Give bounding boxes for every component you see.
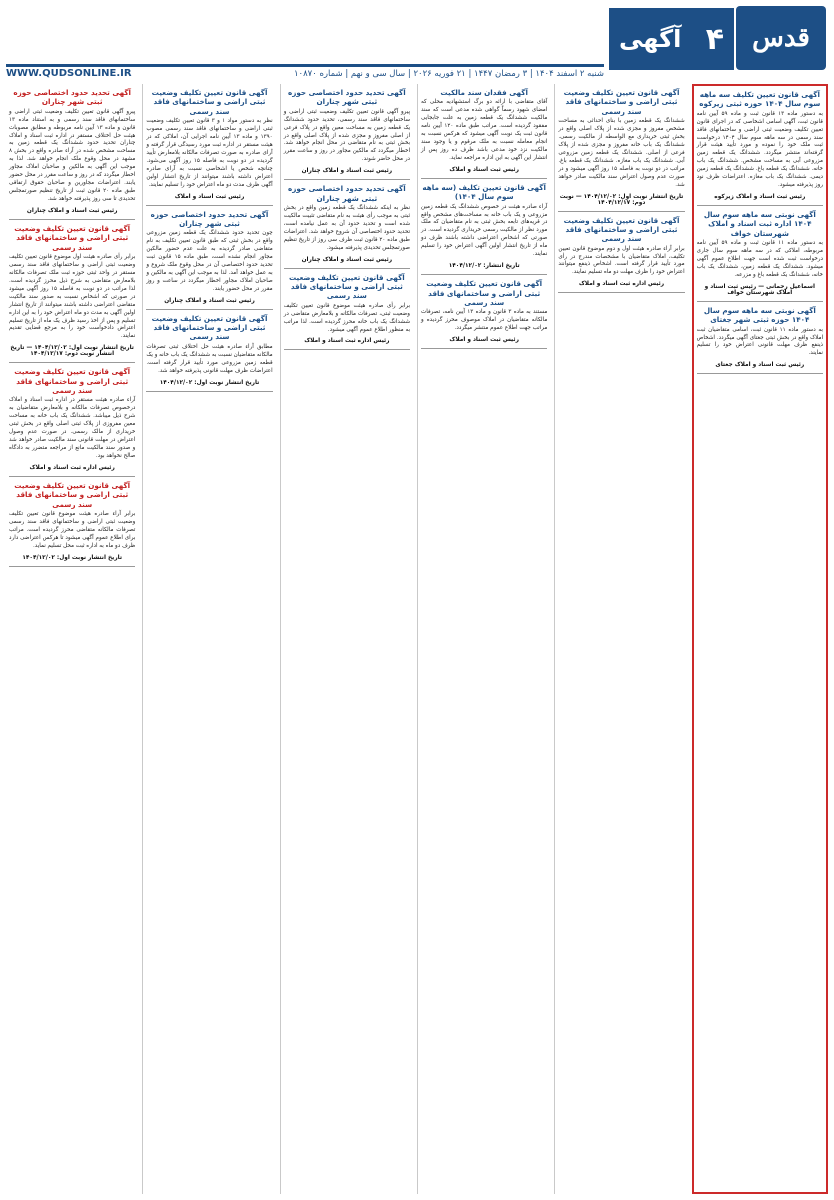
ad-signature: رئیس ثبت اسناد و املاک [174, 193, 245, 200]
ad-divider [284, 179, 410, 180]
section-number: ۴ [705, 21, 724, 57]
ad-body: ششدانگ یک قطعه زمین با بنای احداثی به مساحت مشخص مفروز و مجزی شده از پلاک اصلی واقع در بخش ثبتی خریداری مع الواسطه از مالکیت رسمی. ششدانگ یک باب خانه مفروز و مجزی شده از پلاک فرعی از اصلی. ششدانگ یک قطعه زمین مزروعی آبی. ششدانگ یک باب مغازه. ششدانگ یک قطعه باغ. مراتب در دو نوبت به فاصله ۱۵ روز آگهی میشود و در صورت عدم وصول اعتراض سند مالکیت صادر خواهد شد. [558, 118, 685, 188]
dateline-bar [6, 68, 604, 79]
column-5 [142, 84, 275, 1194]
ad-signature: رئیس ثبت اسناد و املاک چناران [301, 168, 393, 175]
column-3 [417, 84, 550, 1194]
ad-signature: رئیس اداره ثبت اسناد و املاک [29, 464, 115, 471]
ad-body: برابر رأی صادره هیئت موضوع قانون تعیین تکلیف وضعیت ثبتی، تصرفات مالکانه و بلامعارض متقاضی در ششدانگ یک باب خانه محرز گردیده است. لذا مراتب به منظور اطلاع عموم آگهی میشود. [283, 302, 411, 333]
ad-body: نظر به اینکه ششدانگ یک قطعه زمین واقع در بخش ثبتی به موجب رأی هیئت به نام متقاضی تثبیت مالکیت شده است و تحدید حدود آن به عمل نیامده است، تحدید حدود اختصاصی آن شروع خواهد شد. اعتراضات طبق ماده ۲۰ قانون ثبت ظرف سی روز از تاریخ تنظیم صورتمجلس تحدیدی پذیرفته میشود. [283, 205, 411, 251]
ad-body: برابر رأی صادره هیئت اول موضوع قانون تعیین تکلیف وضعیت ثبتی اراضی و ساختمانهای فاقد سند رسمی مستقر در واحد ثبتی حوزه ثبت ملک تصرفات مالکانه بلامعارض متقاضی به شرح ذیل محرز گردیده است. لذا مراتب در دو نوبت به فاصله ۱۵ روز آگهی میشود در صورتی که اشخاص نسبت به صدور سند مالکیت متقاضی اعتراضی داشته باشند میتوانند از تاریخ انتشار اولین آگهی به مدت دو ماه اعتراض خود را به این اداره تسلیم و پس از اخذ رسید ظرف یک ماه از تاریخ تسلیم اعتراض دادخواست خود را به مرجع قضایی تقدیم نمایند. [9, 254, 136, 340]
ad-body: چون تحدید حدود ششدانگ یک قطعه زمین مزروعی واقع در بخش ثبتی که طبق قانون تعیین تکلیف به نام متقاضی صادر گردیده به علت عدم حضور مالکین مجاور انجام نشده است، طبق ماده ۱۵ قانون ثبت تحدید حدود اختصاصی آن در محل وقوع ملک شروع و به عمل خواهد آمد. لذا به موجب این آگهی به مالکین و صاحبان املاک مجاور اخطار میگردد در ساعت و روز مقرر در محل حضور یابند. [146, 230, 273, 292]
ad-title: آگهی قانون تعیین تکلیف وضعیت ثبتی اراضی و ساختمانهای فاقد سند رسمی [563, 88, 680, 116]
ad-signature: رئیس اداره ثبت اسناد و املاک [304, 338, 390, 345]
ad-divider [558, 211, 684, 212]
issue-dateline: شنبه ۲ اسفند ۱۴۰۴ | ۳ رمضان ۱۴۴۷ | ۲۱ فوریه ۲۰۲۶ | سال سی و نهم | شماره ۱۰۸۷۰ [293, 68, 604, 79]
ad-divider [146, 309, 272, 310]
ad-body: آراء صادره هیئت مستقر در اداره ثبت اسناد و املاک درخصوص تصرفات مالکانه و بلامعارض متقاضیان به شرح ذیل میباشد. ششدانگ یک باب خانه به مساحت معین مفروزی از پلاک ثبتی اصلی واقع در بخش ثبتی خریداری از مالک رسمی. در صورت عدم وصول اعتراض در مهلت قانونی سند مالکیت صادر خواهد شد و صدور سند مالکیت مانع از مراجعه متضرر به دادگاه صالح نخواهد بود. [9, 397, 136, 459]
ad-signature: تاریخ انتشار نوبت اول: ۱۴۰۴/۱۲/۰۲ — تاریخ انتشار نوبت دوم: ۱۴۰۴/۱۲/۱۷ [10, 345, 134, 358]
ad-body: به دستور ماده ۱۱ قانون ثبت، اسامی متقاضیان ثبت املاک واقع در بخش ثبتی جغتای آگهی میگردد. اشخاص ذینفع ظرف مهلت قانونی اعتراض خود را تسلیم نمایند. [696, 326, 823, 357]
ad-title: آگهی نوبتی سه ماهه سوم سال ۱۴۰۴ حوزه ثبتی شهر جغتای [703, 305, 816, 325]
ad-body: مطابق آراء صادره هیئت حل اختلاف ثبتی تصرفات مالکانه متقاضیان نسبت به ششدانگ یک باب خانه و یک قطعه زمین مزروعی مورد تأیید قرار گرفته است. اعتراضات ظرف مهلت قانونی پذیرفته خواهد شد. [146, 343, 273, 374]
ad-divider [146, 205, 272, 206]
ad-signature: تاریخ انتشار نوبت اول: ۱۴۰۴/۱۲/۰۲ — نوبت دوم: ۱۴۰۴/۱۲/۱۷ [559, 193, 684, 206]
section-header [609, 8, 734, 70]
ad-columns [6, 84, 828, 1194]
ad-title: آگهی تحدید حدود اختصاصی حوزه ثبتی شهر چناران [288, 88, 406, 107]
logo-text: قدس [752, 23, 810, 53]
ad-title: آگهی قانون تعیین تکلیف وضعیت ثبتی اراضی و ساختمانهای فاقد سند رسمی [14, 480, 131, 509]
ad-signature: رئیس ثبت اسناد و املاک جغتای [715, 362, 805, 369]
ad-title: آگهی تحدید حدود اختصاصی حوزه ثبتی شهر چناران [288, 184, 406, 203]
ad-divider [697, 373, 823, 374]
ad-title: آگهی قانون تعیین تکلیف وضعیت ثبتی اراضی و ساختمانهای فاقد سند رسمی [14, 367, 131, 396]
ad-title: آگهی تحدید حدود اختصاصی حوزه ثبتی شهر چناران [13, 88, 132, 107]
ad-body: مستند به ماده ۳ قانون و ماده ۱۳ آیین نامه، تصرفات مالکانه متقاضیان در املاک موصوف محرز گردیده و مراتب جهت اطلاع عموم منتشر میگردد. [421, 309, 548, 332]
ad-signature: تاریخ انتشار نوبت اول: ۱۴۰۴/۱۲/۰۲ [22, 554, 123, 561]
ad-divider [284, 268, 410, 269]
ad-divider [9, 362, 135, 363]
header-rule [6, 64, 604, 67]
ad-divider [558, 292, 684, 293]
ad-body: برابر آراء صادره هیئت اول و دوم موضوع قانون تعیین تکلیف، املاک متقاضیان با مشخصات مندرج در رأی مورد تأیید قرار گرفته است. اشخاص ذینفع میتوانند اعتراض خود را ظرف مهلت دو ماه تسلیم نمایند. [558, 245, 685, 276]
column-1 [692, 84, 828, 1194]
ad-body: آقای متقاضی با ارائه دو برگ استشهادیه محلی که امضای شهود رسماً گواهی شده مدعی است که سند مالکیت ششدانگ یک قطعه زمین به علت جابجایی مفقود گردیده است. مراتب طبق ماده ۱۲۰ آیین نامه قانون ثبت یک نوبت آگهی میشود که هرکس نسبت به انجام معامله نسبت به ملک مرقوم و یا وجود سند مالکیت نزد خود مدعی باشد ظرف ده روز پس از انتشار این آگهی به این اداره مراجعه نماید. [421, 99, 548, 161]
ad-divider [697, 301, 823, 302]
ad-signature: رئیس ثبت اسناد و املاک زیرکوه [714, 194, 806, 201]
ad-title: آگهی قانون تعیین تکلیف وضعیت ثبتی اراضی و ساختمانهای فاقد سند رسمی [288, 272, 405, 301]
ad-body: پیرو آگهی قانون تعیین تکلیف وضعیت ثبتی اراضی و ساختمانهای فاقد سند رسمی و به استناد ماده ۱۳ قانون و ماده ۱۳ آیین نامه مربوطه و مطابق مصوبات هیئت حل اختلاف مستقر در اداره ثبت اسناد و املاک چناران تحدید حدود ششدانگ یک قطعه زمین به مساحت مشخص شده در آراء صادره واقع در بخش ۸ مشهد در محل وقوع ملک انجام خواهد شد. لذا به موجب این آگهی به مالکین و صاحبان املاک مجاور اخطار میگردد که در روز و ساعت مقرر در محل حضور یابند. اعتراضات مجاورین و صاحبان حقوق ارتفاقی طبق ماده ۲۰ قانون ثبت از تاریخ تنظیم صورتمجلس تحدیدی تا سی روز پذیرفته خواهد شد. [9, 108, 136, 203]
ad-title: آگهی نوبتی سه ماهه سوم سال ۱۴۰۴ اداره ثبت اسناد و املاک شهرستان خواف [703, 210, 816, 238]
ad-title: آگهی قانون تعیین تکلیف (سه ماهه سوم سال ۱۴۰۴) [422, 182, 546, 202]
ad-signature: رئیس اداره ثبت اسناد و املاک [578, 281, 665, 288]
masthead [0, 0, 834, 82]
ad-body: به دستور ماده ۱۱ قانون ثبت و ماده ۵۹ آیین نامه مربوطه، املاکی که در سه ماهه سوم سال جاری درخواست ثبت شده است جهت اطلاع عموم آگهی میشود. ششدانگ یک قطعه زمین، ششدانگ یک باب خانه، ششدانگ یک قطعه باغ و مزرعه. [696, 240, 823, 278]
ad-divider [9, 476, 135, 477]
ad-divider [697, 205, 823, 206]
column-2 [554, 84, 687, 1194]
ad-title: آگهی قانون تعیین تکلیف وضعیت ثبتی اراضی و ساختمانهای فاقد سند رسمی [151, 88, 268, 116]
ad-signature: رئیس ثبت اسناد و املاک [449, 337, 519, 344]
ad-body: نظر به دستور مواد ۱ و ۳ قانون تعیین تکلیف وضعیت ثبتی اراضی و ساختمانهای فاقد سند رسمی مصوب ۱۳۹۰ و ماده ۱۳ آیین نامه اجرایی آن، املاکی که در هیئت مستقر در اداره ثبت مورد رسیدگی قرار گرفته و آرای صادره به صورت تصرفات مالکانه بلامعارض تأیید گردیده در دو نوبت به فاصله ۱۵ روز آگهی می‌شود. چنانچه شخص یا اشخاصی نسبت به آرای صادره اعتراض داشته باشند میتوانند از تاریخ انتشار اولین آگهی ظرف مدت دو ماه اعتراض خود را تسلیم نمایند. [146, 118, 273, 188]
ad-signature: رئیس ثبت اسناد و املاک چناران [164, 297, 255, 304]
website-link[interactable]: WWW.QUDSONLINE.IR [6, 68, 132, 79]
ad-body: پیرو آگهی قانون تعیین تکلیف وضعیت ثبتی اراضی و ساختمانهای فاقد سند رسمی، تحدید حدود ششدانگ یک قطعه زمین به مساحت معین واقع در پلاک فرعی از اصلی مفروز و مجزی شده از پلاک اصلی واقع در بخش ثبتی به نام متقاضی در محل انجام خواهد شد. اخطار میگردد که مالکین مجاور در روز و ساعت مقرر در محل حاضر شوند. [283, 108, 411, 163]
ad-divider [284, 349, 410, 350]
ad-divider [421, 274, 547, 275]
ad-divider [421, 348, 547, 349]
section-name: آگهی [619, 25, 682, 53]
ad-title: آگهی فقدان سند مالکیت [440, 88, 528, 97]
ad-title: آگهی قانون تعیین تکلیف وضعیت ثبتی اراضی و ساختمانهای فاقد سند رسمی [426, 279, 543, 307]
ad-signature: اسماعیل رحمانی — رئیس ثبت اسناد و املاک شهرستان خواف [704, 283, 815, 296]
ad-title: آگهی تحدید حدود اختصاصی حوزه ثبتی شهر چناران [150, 209, 269, 228]
ad-body: آراء صادره هیئت در خصوص ششدانگ یک قطعه زمین مزروعی و یک باب خانه به مساحت‌های مشخص واقع در قریه‌های تابعه بخش ثبتی به نام متقاضیان که ملک مورد نظر از مالکیت رسمی خریداری گردیده است. در صورتی که اشخاص اعتراضی داشته باشند ظرف دو ماه از تاریخ انتشار اولین آگهی اعتراض خود را تسلیم نمایند. [421, 203, 548, 258]
ad-body: به دستور ماده ۱۳ قانون ثبت و ماده ۵۹ آیین نامه قانون ثبت، آگهی اسامی اشخاصی که در اجرای قانون تعیین تکلیف وضعیت ثبتی اراضی و ساختمانهای فاقد سند رسمی در سه ماهه سوم سال ۱۴۰۴ درخواست ثبت ملک خود را نموده و مورد تأیید هیئت قرار گرفته‌اند منتشر میگردد. ششدانگ یک قطعه زمین مزروعی آبی به مساحت مشخص. ششدانگ یک باب خانه. ششدانگ یک قطعه باغ. ششدانگ یک قطعه زمین دیمی. ششدانگ یک باب مغازه. اعتراضات ظرف نود روز پذیرفته میشود. [696, 110, 823, 189]
ad-divider [9, 219, 135, 220]
column-4 [280, 84, 413, 1194]
ad-signature: رئیس ثبت اسناد و املاک چناران [301, 256, 393, 263]
ad-title: آگهی قانون تعیین تکلیف وضعیت ثبتی اراضی و ساختمانهای فاقد سند رسمی [151, 313, 268, 342]
ad-title: آگهی قانون تعیین تکلیف وضعیت ثبتی اراضی و ساختمانهای فاقد سند رسمی [563, 215, 680, 244]
column-6 [6, 84, 138, 1194]
ad-divider [9, 566, 135, 567]
ad-signature: تاریخ انتشار نوبت اول: ۱۴۰۴/۱۲/۰۲ [159, 379, 260, 386]
ad-signature: تاریخ انتشار: ۱۴۰۴/۱۲/۰۲ [448, 263, 520, 270]
ad-signature: رئیس ثبت اسناد و املاک [449, 166, 519, 173]
newspaper-logo[interactable] [736, 6, 826, 70]
ad-title: آگهی قانون تعیین تکلیف سه ماهه سوم سال ۱۴۰۴ حوزه ثبتی زیرکوه [699, 90, 821, 109]
ad-title: آگهی قانون تعیین تکلیف وضعیت ثبتی اراضی و ساختمانهای فاقد سند رسمی [14, 223, 131, 252]
ad-body: برابر آراء صادره هیئت موضوع قانون تعیین تکلیف وضعیت ثبتی اراضی و ساختمانهای فاقد سند رسمی تصرفات مالکانه متقاضی محرز گردیده است. مراتب برای اطلاع عموم آگهی میشود تا هرکس اعتراضی دارد ظرف دو ماه به اداره ثبت محل تسلیم نماید. [9, 511, 136, 549]
ad-divider [146, 391, 272, 392]
ad-divider [421, 178, 547, 179]
ad-signature: رئیس ثبت اسناد و املاک چناران [26, 207, 118, 214]
